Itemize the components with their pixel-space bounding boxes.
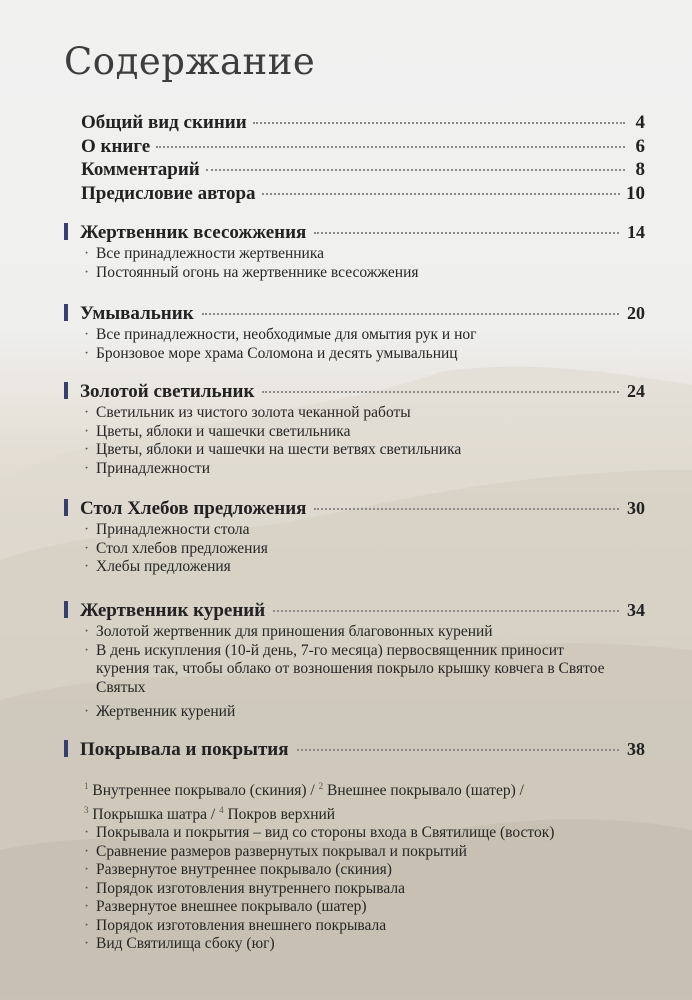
list-item[interactable] xyxy=(84,642,645,698)
toc-entry-label: Общий вид скинии xyxy=(81,112,247,133)
list-item[interactable] xyxy=(84,326,645,345)
section-title: Жертвенник курений xyxy=(80,600,266,621)
toc-section xyxy=(64,599,645,722)
list-item[interactable] xyxy=(84,917,645,936)
bullet: · xyxy=(84,703,90,720)
bullet: · xyxy=(84,263,90,281)
dot-leader xyxy=(314,508,619,510)
footnote-number: 4 xyxy=(219,804,224,815)
bullet: · xyxy=(84,898,90,916)
footnote-number: 1 xyxy=(84,781,89,791)
page-title: Содержание xyxy=(64,40,316,83)
bullet: · xyxy=(84,824,90,842)
toc-section xyxy=(64,302,645,363)
toc-section xyxy=(64,738,645,954)
list-item[interactable] xyxy=(84,540,645,559)
bullet: · xyxy=(84,539,90,557)
dot-leader xyxy=(314,232,619,234)
bullet: · xyxy=(84,521,90,538)
section-page: 34 xyxy=(627,600,645,620)
list-item[interactable] xyxy=(84,264,645,283)
section-heading[interactable] xyxy=(64,599,645,622)
list-item-text: Вид Святилища сбоку (юг) xyxy=(96,935,275,953)
list-item[interactable] xyxy=(84,460,645,479)
toc-entry-page: 4 xyxy=(635,112,645,133)
covers-line xyxy=(84,801,335,825)
section-heading[interactable] xyxy=(64,497,645,520)
toc-entry[interactable] xyxy=(81,159,645,183)
list-item-text: Все принадлежности жертвенника xyxy=(96,245,325,262)
section-marker-bar xyxy=(64,382,68,399)
section-page: 30 xyxy=(627,498,645,518)
section-marker-bar xyxy=(64,499,68,516)
section-title: Покрывала и покрытия xyxy=(80,739,289,760)
dot-leader xyxy=(202,313,619,315)
dot-leader xyxy=(262,391,619,393)
toc-entry-label: Предисловие автора xyxy=(81,182,256,204)
list-item-text: Принадлежности xyxy=(96,459,211,477)
list-item[interactable] xyxy=(84,861,645,880)
section-page: 20 xyxy=(627,303,645,323)
list-item-text: Развернутое внешнее покрывало (шатер) xyxy=(96,898,367,916)
section-heading[interactable] xyxy=(64,221,645,244)
section-marker-bar xyxy=(64,223,68,240)
section-marker-bar xyxy=(64,740,68,757)
list-item-text: Покрышка шатра / xyxy=(92,805,216,823)
list-item[interactable] xyxy=(84,935,645,954)
list-item-text: Развернутое внутреннее покрывало (скиния) xyxy=(96,861,392,879)
bullet: · xyxy=(84,842,90,860)
section-marker-bar xyxy=(64,601,68,618)
toc-section xyxy=(64,380,645,478)
list-item-text: Цветы, яблоки и чашечки светильника xyxy=(96,422,351,440)
list-item[interactable] xyxy=(84,843,645,862)
dot-leader xyxy=(297,749,619,751)
list-item[interactable] xyxy=(84,245,645,264)
section-heading[interactable] xyxy=(64,302,645,325)
list-item[interactable] xyxy=(84,703,645,722)
subitem-list xyxy=(84,404,645,478)
toc-section xyxy=(64,497,645,577)
list-item-text: Покров верхний xyxy=(227,805,336,823)
section-heading[interactable] xyxy=(64,738,645,761)
bullet: · xyxy=(84,879,90,897)
section-page: 24 xyxy=(627,381,645,401)
section-title: Умывальник xyxy=(80,303,194,324)
bullet: · xyxy=(84,404,90,421)
toc-entry-page: 6 xyxy=(635,135,645,157)
list-item[interactable] xyxy=(84,558,645,577)
list-item-text: Светильник из чистого золота чеканной работы xyxy=(96,404,411,421)
list-item[interactable] xyxy=(84,521,645,540)
toc-entry-page: 8 xyxy=(635,159,645,180)
subitem-list xyxy=(84,623,645,722)
dot-leader xyxy=(206,169,625,171)
list-item-text: В день искупления (10-й день, 7-го месяца) первосвященник приносит курения так, чтобы облако от возношения покрыло крышку ковчега в Святое Святых xyxy=(96,641,605,696)
list-item-text: Порядок изготовления внутреннего покрывала xyxy=(96,879,405,897)
subitem-list xyxy=(84,777,645,954)
bullet: · xyxy=(84,623,90,640)
footnote-number: 3 xyxy=(84,804,89,815)
bullet: · xyxy=(84,935,90,953)
bullet: · xyxy=(84,459,90,477)
list-item[interactable] xyxy=(84,801,645,825)
section-marker-bar xyxy=(64,304,68,321)
list-item[interactable] xyxy=(84,423,645,442)
section-title: Стол Хлебов предложения xyxy=(80,498,307,519)
list-item-text: Жертвенник курений xyxy=(96,703,236,720)
subitem-list xyxy=(84,326,645,363)
bullet: · xyxy=(84,641,90,659)
toc-entry[interactable] xyxy=(81,112,645,136)
list-item[interactable] xyxy=(84,404,645,423)
toc-section xyxy=(64,221,645,282)
list-item-text: Постоянный огонь на жертвеннике всесожжения xyxy=(96,263,419,281)
list-item-text: Принадлежности стола xyxy=(96,521,250,538)
dot-leader xyxy=(273,610,619,612)
subitem-list xyxy=(84,245,645,282)
covers-line xyxy=(84,777,524,801)
dot-leader xyxy=(253,122,625,124)
bullet: · xyxy=(84,916,90,934)
bullet: · xyxy=(84,441,90,458)
toc-entry-label: Комментарий xyxy=(81,159,200,180)
list-item-text: Порядок изготовления внешнего покрывала xyxy=(96,916,387,934)
front-matter-list xyxy=(81,112,645,206)
bullet: · xyxy=(84,558,90,575)
bullet: · xyxy=(84,245,90,262)
footnote-number: 2 xyxy=(318,781,324,791)
list-item[interactable] xyxy=(84,441,645,460)
bullet: · xyxy=(84,861,90,879)
list-item-text: Внешнее покрывало (шатер) / xyxy=(326,782,524,800)
list-item-text: Покрывала и покрытия – вид со стороны входа в Святилище (восток) xyxy=(96,824,555,842)
bullet: · xyxy=(84,422,90,440)
dot-leader xyxy=(262,193,620,195)
list-item-text: Сравнение размеров развернутых покрывал и покрытий xyxy=(96,842,467,860)
list-item-text: Стол хлебов предложения xyxy=(96,539,268,557)
dot-leader xyxy=(156,146,625,148)
section-page: 38 xyxy=(627,739,645,759)
list-item-text: Хлебы предложения xyxy=(96,558,231,575)
list-item[interactable] xyxy=(84,898,645,917)
section-title: Золотой светильник xyxy=(80,381,255,402)
toc-entry-label: О книге xyxy=(81,135,151,157)
list-item[interactable] xyxy=(84,345,645,364)
list-item[interactable] xyxy=(84,777,645,801)
toc-entry-page: 10 xyxy=(626,182,645,204)
list-item-text: Золотой жертвенник для приношения благовонных курений xyxy=(96,623,493,640)
list-item-text: Цветы, яблоки и чашечки на шести ветвях светильника xyxy=(96,441,462,458)
bullet: · xyxy=(84,326,90,343)
list-item-text: Все принадлежности, необходимые для омытия рук и ног xyxy=(96,326,477,343)
list-item[interactable] xyxy=(84,824,645,843)
section-title: Жертвенник всесожжения xyxy=(80,222,307,243)
subitem-list xyxy=(84,521,645,577)
toc-entry[interactable] xyxy=(81,136,645,160)
bullet: · xyxy=(84,344,90,362)
list-item[interactable] xyxy=(84,623,645,642)
section-page: 14 xyxy=(627,222,645,242)
section-heading[interactable] xyxy=(64,380,645,403)
list-item-text: Бронзовое море храма Соломона и десять умывальниц xyxy=(96,344,458,362)
toc-entry[interactable] xyxy=(81,183,645,207)
list-item-text: Внутреннее покрывало (скиния) / xyxy=(92,782,315,800)
list-item[interactable] xyxy=(84,880,645,899)
